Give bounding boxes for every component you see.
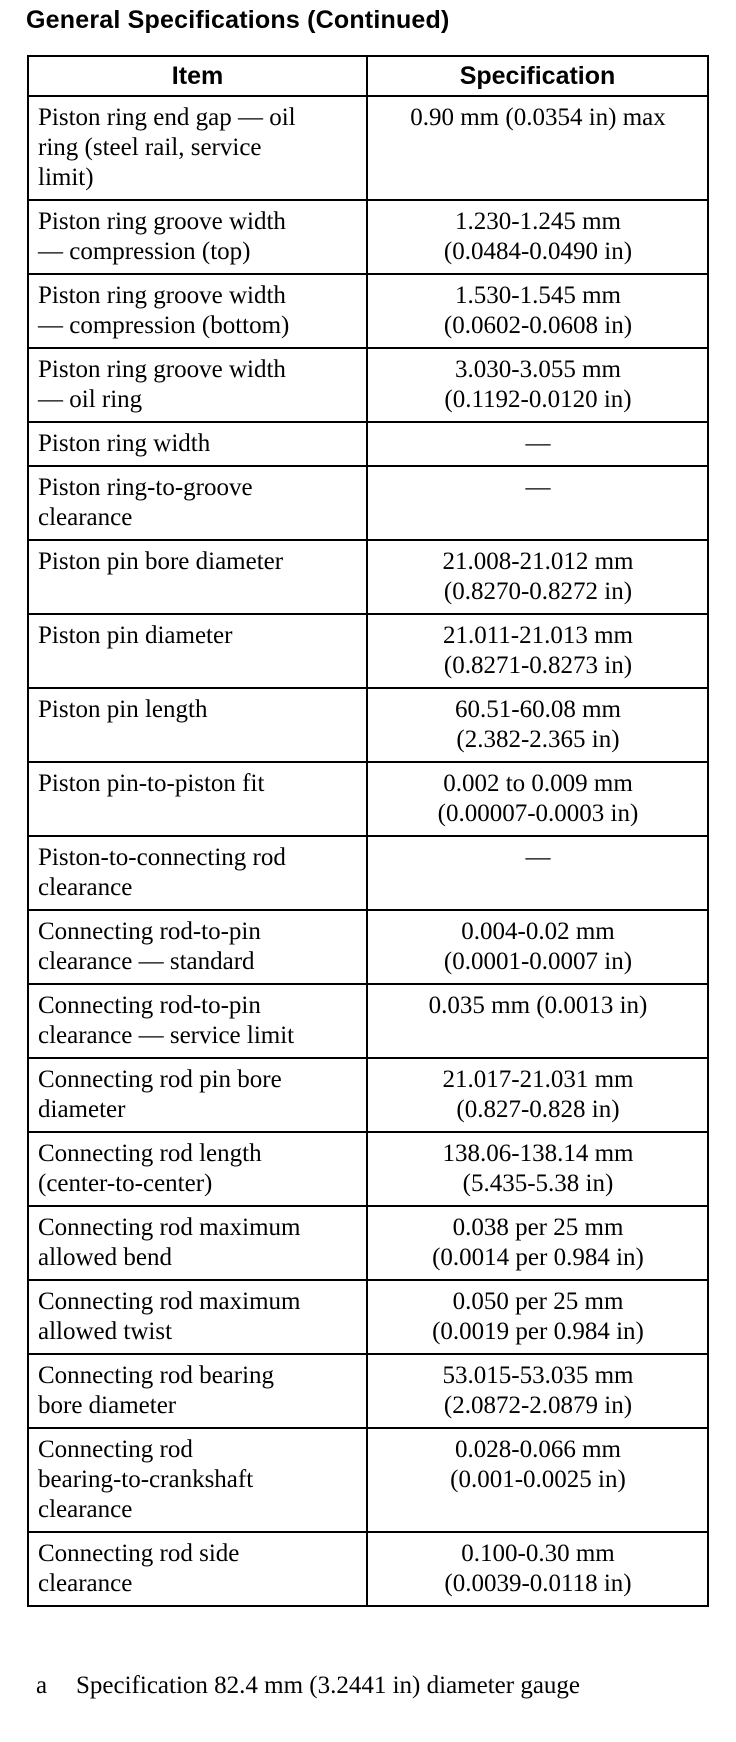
item-cell: Piston ring end gap — oil ring (steel rail, service limit) bbox=[28, 96, 367, 200]
table-row bbox=[28, 1428, 708, 1532]
table-row bbox=[28, 1206, 708, 1280]
specification-cell: 0.100-0.30 mm (0.0039-0.0118 in) bbox=[367, 1532, 708, 1606]
table-row bbox=[28, 1280, 708, 1354]
item-cell: Piston ring width bbox=[28, 422, 367, 466]
specification-cell: 0.028-0.066 mm (0.001-0.0025 in) bbox=[367, 1428, 708, 1532]
table-row bbox=[28, 1058, 708, 1132]
specification-cell: 21.017-21.031 mm (0.827-0.828 in) bbox=[367, 1058, 708, 1132]
specification-cell: — bbox=[367, 422, 708, 466]
item-cell: Connecting rod maximum allowed twist bbox=[28, 1280, 367, 1354]
item-cell: Piston ring-to-groove clearance bbox=[28, 466, 367, 540]
specification-cell: 0.050 per 25 mm (0.0019 per 0.984 in) bbox=[367, 1280, 708, 1354]
table-row bbox=[28, 540, 708, 614]
table-row bbox=[28, 1532, 708, 1606]
column-header-specification: Specification bbox=[367, 56, 708, 96]
table-row bbox=[28, 466, 708, 540]
footnote-marker: a bbox=[36, 1672, 48, 1699]
table-row bbox=[28, 274, 708, 348]
table-row bbox=[28, 910, 708, 984]
table-body bbox=[28, 96, 708, 1606]
specification-cell: 60.51-60.08 mm (2.382-2.365 in) bbox=[367, 688, 708, 762]
item-cell: Connecting rod length (center-to-center) bbox=[28, 1132, 367, 1206]
specification-cell: 21.008-21.012 mm (0.8270-0.8272 in) bbox=[367, 540, 708, 614]
item-cell: Piston pin-to-piston fit bbox=[28, 762, 367, 836]
specification-cell: — bbox=[367, 466, 708, 540]
item-cell: Piston ring groove width — oil ring bbox=[28, 348, 367, 422]
item-cell: Connecting rod pin bore diameter bbox=[28, 1058, 367, 1132]
item-cell: Connecting rod-to-pin clearance — standard bbox=[28, 910, 367, 984]
table-row bbox=[28, 1354, 708, 1428]
specification-cell: 0.035 mm (0.0013 in) bbox=[367, 984, 708, 1058]
table-header-row bbox=[28, 56, 708, 96]
specification-cell: 21.011-21.013 mm (0.8271-0.8273 in) bbox=[367, 614, 708, 688]
table-row bbox=[28, 836, 708, 910]
specification-cell: 138.06-138.14 mm (5.435-5.38 in) bbox=[367, 1132, 708, 1206]
specification-cell: 1.230-1.245 mm (0.0484-0.0490 in) bbox=[367, 200, 708, 274]
item-cell: Connecting rod bearing-to-crankshaft clearance bbox=[28, 1428, 367, 1532]
item-cell: Piston-to-connecting rod clearance bbox=[28, 836, 367, 910]
table-row bbox=[28, 348, 708, 422]
specification-cell: 3.030-3.055 mm (0.1192-0.0120 in) bbox=[367, 348, 708, 422]
table-row bbox=[28, 1132, 708, 1206]
item-cell: Connecting rod-to-pin clearance — service limit bbox=[28, 984, 367, 1058]
specification-cell: 0.038 per 25 mm (0.0014 per 0.984 in) bbox=[367, 1206, 708, 1280]
item-cell: Piston pin bore diameter bbox=[28, 540, 367, 614]
table-row bbox=[28, 200, 708, 274]
specification-cell: 0.90 mm (0.0354 in) max bbox=[367, 96, 708, 200]
item-cell: Connecting rod side clearance bbox=[28, 1532, 367, 1606]
item-cell: Piston ring groove width — compression (top) bbox=[28, 200, 367, 274]
specification-cell: 1.530-1.545 mm (0.0602-0.0608 in) bbox=[367, 274, 708, 348]
specification-cell: — bbox=[367, 836, 708, 910]
item-cell: Connecting rod maximum allowed bend bbox=[28, 1206, 367, 1280]
column-header-item: Item bbox=[28, 56, 367, 96]
item-cell: Piston ring groove width — compression (bottom) bbox=[28, 274, 367, 348]
specification-cell: 0.002 to 0.009 mm (0.00007-0.0003 in) bbox=[367, 762, 708, 836]
item-cell: Piston pin diameter bbox=[28, 614, 367, 688]
table-row bbox=[28, 688, 708, 762]
page-title: General Specifications (Continued) bbox=[26, 6, 450, 34]
specification-cell: 53.015-53.035 mm (2.0872-2.0879 in) bbox=[367, 1354, 708, 1428]
table-row bbox=[28, 96, 708, 200]
item-cell: Connecting rod bearing bore diameter bbox=[28, 1354, 367, 1428]
specification-cell: 0.004-0.02 mm (0.0001-0.0007 in) bbox=[367, 910, 708, 984]
table-row bbox=[28, 614, 708, 688]
specifications-table bbox=[27, 55, 709, 1607]
table-row bbox=[28, 984, 708, 1058]
footnote-text: Specification 82.4 mm (3.2441 in) diameter gauge bbox=[76, 1672, 581, 1699]
table-row bbox=[28, 422, 708, 466]
footnote bbox=[36, 1672, 580, 1700]
table-row bbox=[28, 762, 708, 836]
item-cell: Piston pin length bbox=[28, 688, 367, 762]
